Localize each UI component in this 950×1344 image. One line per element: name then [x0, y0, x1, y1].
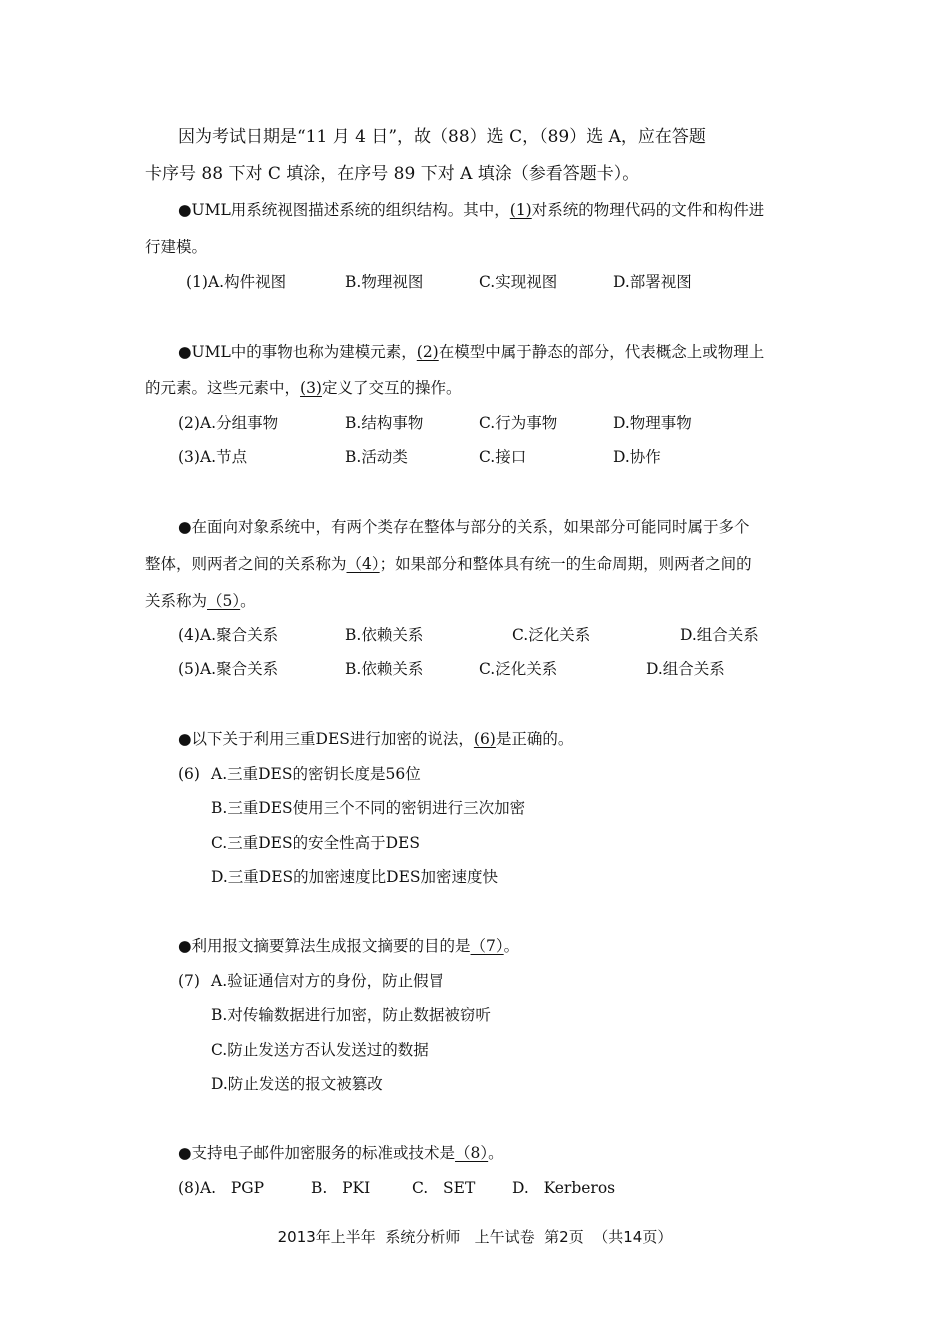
q1-stem-pre: ●UML用系统视图描述系统的组织结构。其中，	[178, 201, 510, 219]
q2-stem-mid: 在模型中属于静态的部分，代表概念上或物理上	[438, 343, 765, 361]
q6-option-a: A.三重DES的密钥长度是56位	[211, 765, 421, 783]
q8-option-c: C. SET	[412, 1179, 476, 1197]
q7-label: (7)	[178, 972, 200, 990]
q6-option-d: D.三重DES的加密速度比DES加密速度快	[211, 868, 499, 886]
q4-option-c: C.泛化关系	[512, 626, 591, 644]
q2-stem-line-1	[178, 342, 764, 362]
q1-stem-line-1	[178, 200, 764, 220]
q4-option-d: D.组合关系	[680, 626, 759, 644]
q8-option-a: (8)A. PGP	[178, 1179, 265, 1197]
q3-blank: (3)	[300, 379, 322, 397]
q2-stem-pre: ●UML中的事物也称为建模元素，	[178, 343, 417, 361]
q6-blank: (6)	[473, 730, 496, 748]
q1-option-b: B.物理视图	[345, 273, 424, 291]
q5-blank: （5）	[207, 592, 241, 610]
q7-option-c: C.防止发送方否认发送过的数据	[211, 1041, 429, 1059]
q7-option-a: A.验证通信对方的身份，防止假冒	[211, 972, 445, 990]
q8-stem-post: 。	[488, 1144, 504, 1162]
q6-option-c: C.三重DES的安全性高于DES	[211, 834, 420, 852]
q4-option-b: B.依赖关系	[345, 626, 424, 644]
q1-stem-line-2: 行建模。	[145, 238, 208, 256]
q1-option-d: D.部署视图	[613, 273, 692, 291]
q5-option-d: D.组合关系	[646, 660, 725, 678]
q6-label: (6)	[178, 765, 200, 783]
q3-option-a: (3)A.节点	[178, 448, 248, 466]
q3-option-c: C.接口	[479, 448, 527, 466]
q2-blank: (2)	[416, 343, 439, 361]
q4-stem-line3-post: 。	[240, 592, 256, 610]
q8-stem	[178, 1143, 504, 1163]
q8-stem-pre: ●支持电子邮件加密服务的标准或技术是	[178, 1144, 456, 1162]
page-footer: 2013年上半年 系统分析师 上午试卷 第2页 （共14页）	[277, 1228, 673, 1246]
q2-stem-line-2	[145, 378, 462, 398]
intro-line-2: 卡序号 88 下对 C 填涂，在序号 89 下对 A 填涂（参看答题卡）。	[145, 164, 640, 184]
q6-stem-pre: ●以下关于利用三重DES进行加密的说法，	[178, 730, 474, 748]
q4-stem-line3-pre: 关系称为	[145, 592, 208, 610]
q6-stem-post: 是正确的。	[495, 730, 574, 748]
q2-stem-line2-pre: 的元素。这些元素中，	[145, 379, 301, 397]
q5-option-a: (5)A.聚合关系	[178, 660, 279, 678]
q6-option-b: B.三重DES使用三个不同的密钥进行三次加密	[211, 799, 526, 817]
q3-option-b: B.活动类	[345, 448, 408, 466]
q5-option-b: B.依赖关系	[345, 660, 424, 678]
q7-stem-post: 。	[503, 937, 520, 955]
q2-option-b: B.结构事物	[345, 414, 424, 432]
q4-stem-line2-pre: 整体，则两者之间的关系称为	[145, 555, 347, 573]
q7-stem-pre: ●利用报文摘要算法生成报文摘要的目的是	[178, 937, 471, 955]
q4-stem-line2-post: ；如果部分和整体具有统一的生命周期，则两者之间的	[379, 555, 752, 573]
q6-stem	[178, 729, 573, 749]
q4-option-a: (4)A.聚合关系	[178, 626, 279, 644]
q7-blank: （7）	[470, 937, 504, 955]
q1-blank: (1)	[509, 201, 532, 219]
q7-option-b: B.对传输数据进行加密，防止数据被窃听	[211, 1006, 491, 1024]
q7-option-d: D.防止发送的报文被篡改	[211, 1075, 383, 1093]
q7-stem	[178, 936, 519, 956]
q4-blank: （4）	[346, 555, 380, 573]
q5-option-c: C.泛化关系	[479, 660, 558, 678]
q4-stem-line-3	[145, 591, 256, 611]
q3-option-d: D.协作	[613, 448, 661, 466]
q2-stem-line2-post: 定义了交互的操作。	[321, 379, 462, 397]
q1-option-a: (1)A.构件视图	[186, 273, 287, 291]
intro-line-1: 因为考试日期是“11 月 4 日”，故（88）选 C，（89）选 A，应在答题	[178, 127, 706, 147]
q8-blank: （8）	[455, 1144, 489, 1162]
q1-option-c: C.实现视图	[479, 273, 558, 291]
q2-option-a: (2)A.分组事物	[178, 414, 279, 432]
q8-option-d: D. Kerberos	[512, 1179, 616, 1197]
q2-option-c: C.行为事物	[479, 414, 558, 432]
q4-stem-line-1: ●在面向对象系统中，有两个类存在整体与部分的关系，如果部分可能同时属于多个	[178, 518, 750, 536]
q1-stem-post: 对系统的物理代码的文件和构件进	[531, 201, 765, 219]
q8-option-b: B. PKI	[311, 1179, 371, 1197]
q4-stem-line-2	[145, 554, 752, 574]
q2-option-d: D.物理事物	[613, 414, 692, 432]
